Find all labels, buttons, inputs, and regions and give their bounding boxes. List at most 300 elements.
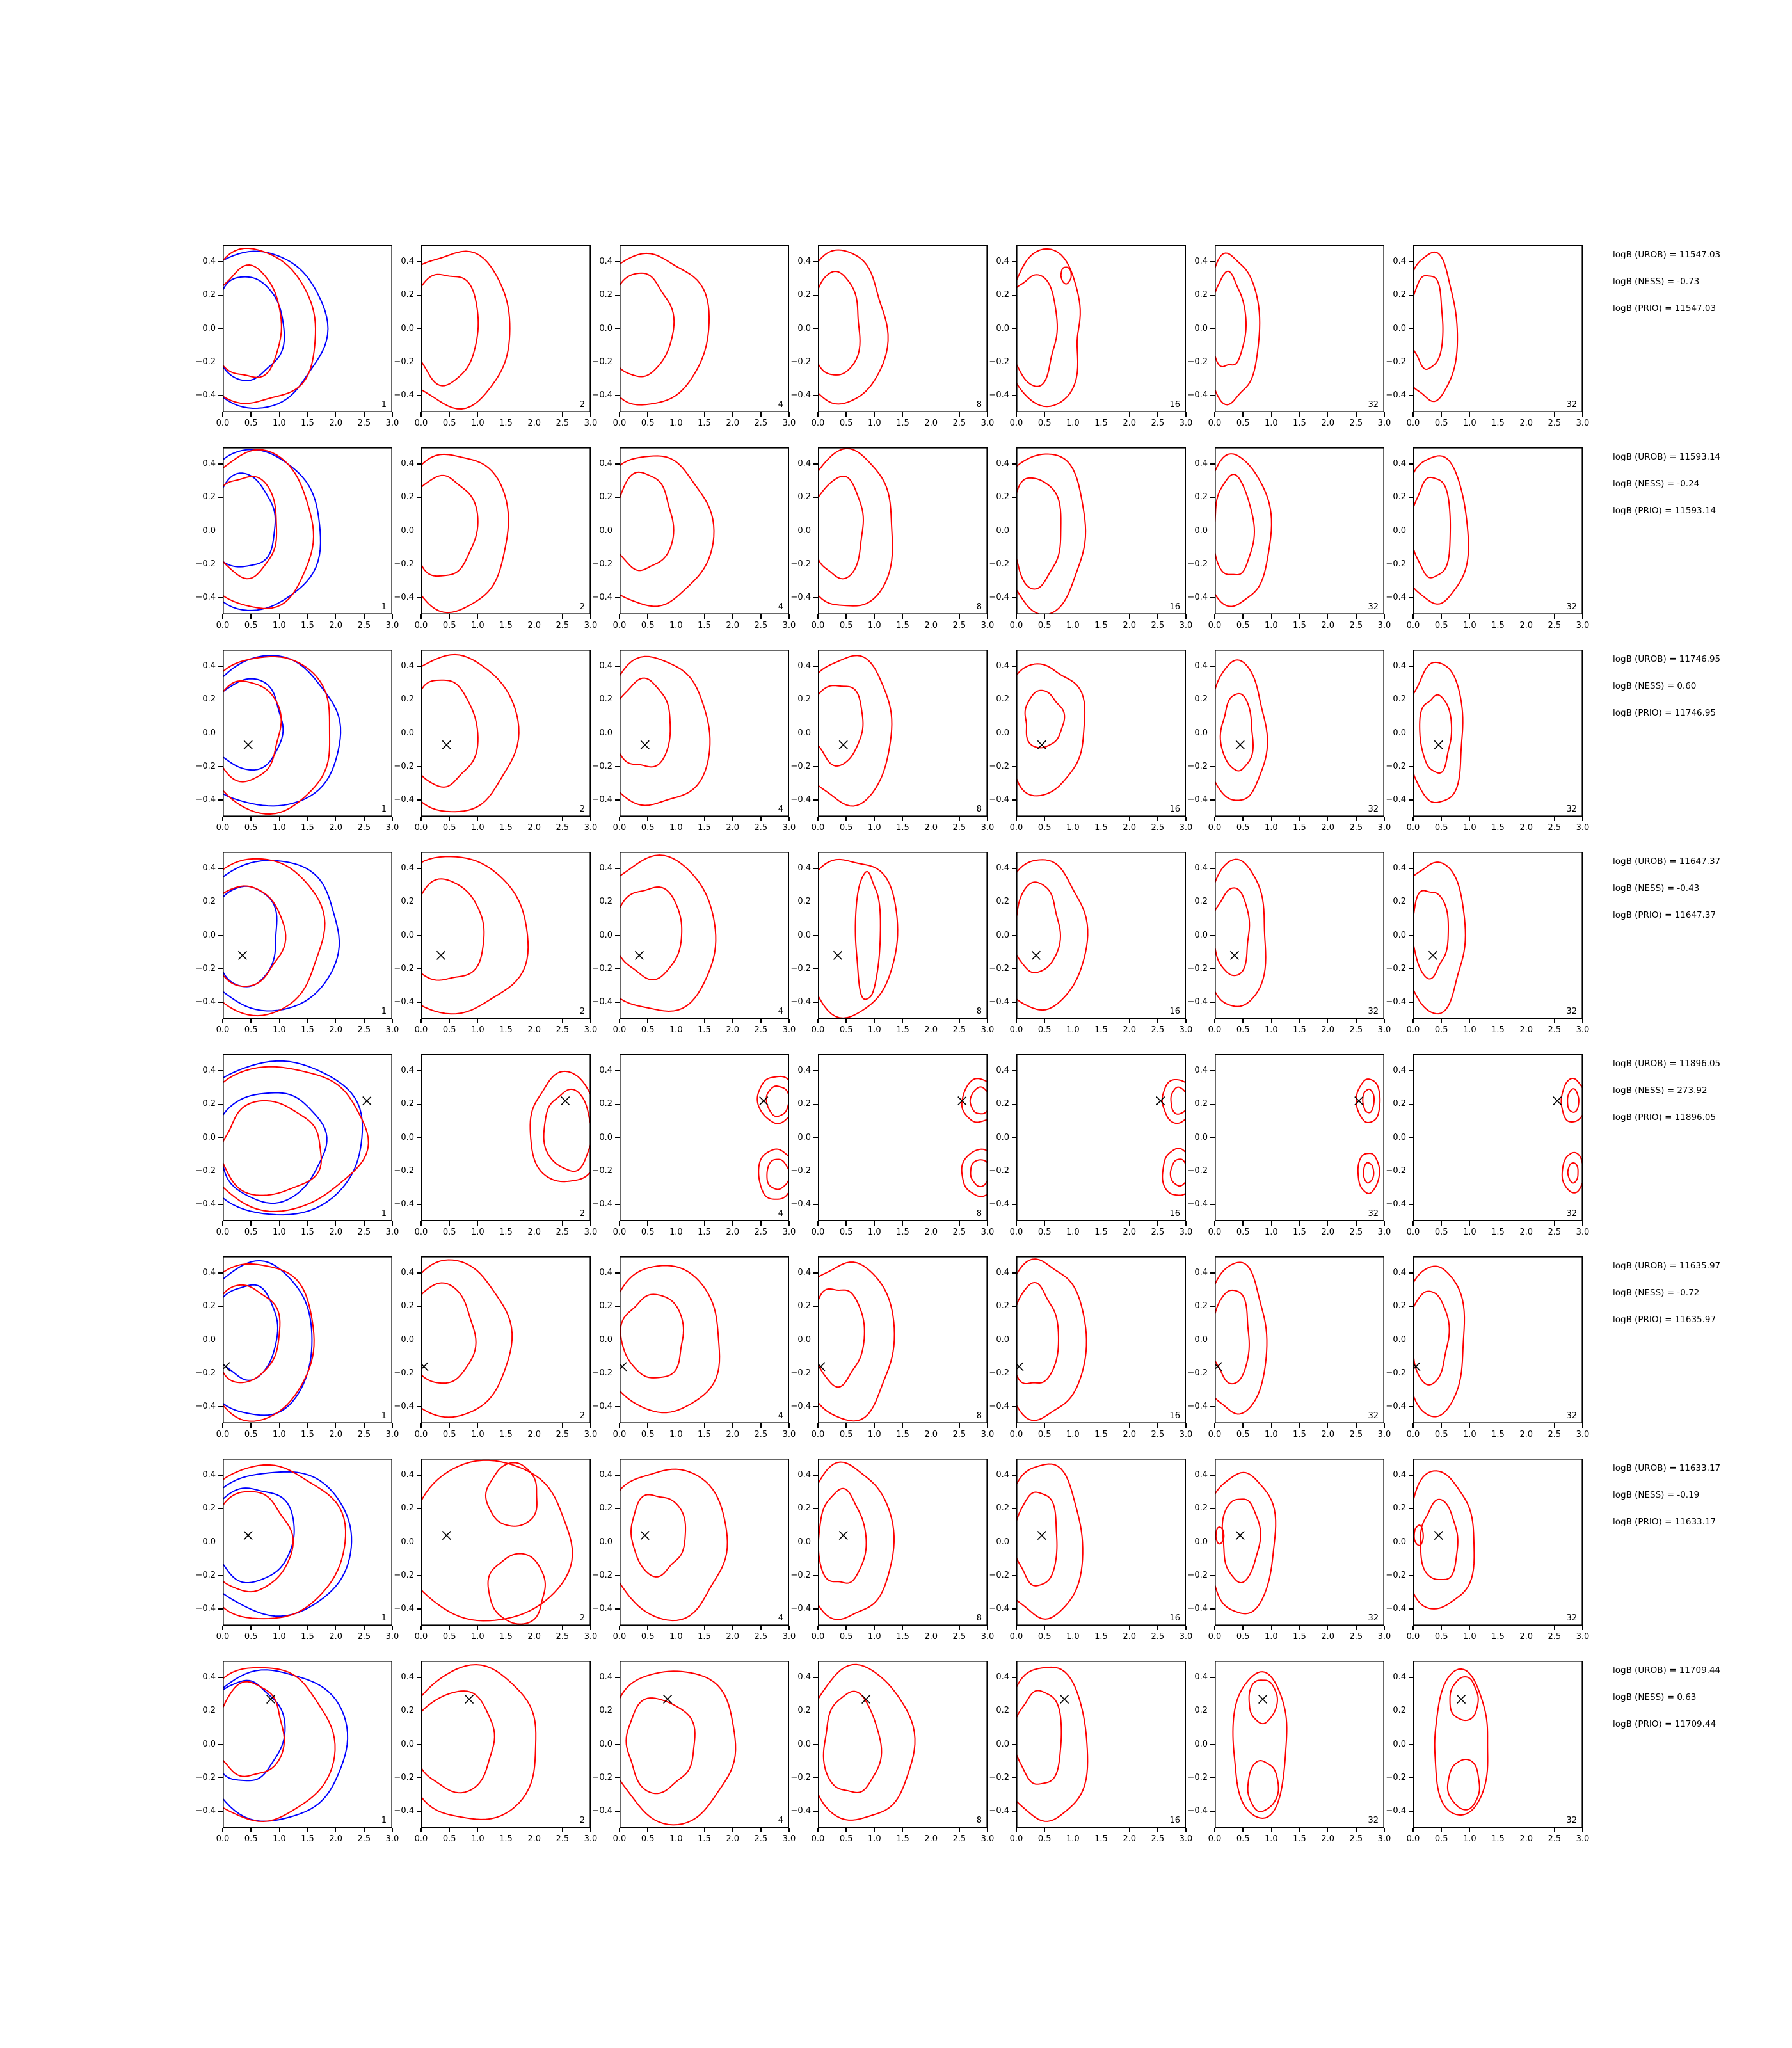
y-tick-label: 0.0: [599, 728, 612, 738]
y-tick-label: 0.2: [996, 1301, 1009, 1311]
y-tick-mark: [1210, 1677, 1215, 1678]
y-tick-mark: [417, 531, 421, 532]
y-tick-mark: [813, 295, 818, 296]
y-tick-mark: [417, 1171, 421, 1172]
y-tick-mark: [1210, 1744, 1215, 1745]
x-marker: [1016, 1363, 1023, 1371]
x-tick-label: 0.0: [1406, 1228, 1420, 1237]
x-tick-label: 3.0: [584, 1430, 598, 1439]
y-tick-mark: [813, 1575, 818, 1576]
y-tick-label: 0.0: [797, 525, 811, 536]
contour-red: [1215, 454, 1272, 607]
x-tick-label: 1.0: [1066, 1025, 1080, 1035]
x-tick-label: 3.0: [980, 1632, 995, 1642]
x-tick-label: 3.0: [1377, 1430, 1391, 1439]
y-tick-mark: [615, 328, 620, 330]
subplot-r5c3: [620, 1054, 789, 1221]
x-tick-mark: [222, 1423, 223, 1428]
y-tick-mark: [218, 1272, 223, 1274]
y-tick-label: 0.2: [202, 694, 216, 705]
x-tick-mark: [1299, 412, 1300, 417]
x-tick-label: 0.0: [216, 823, 230, 833]
x-tick-label: 2.0: [924, 419, 938, 428]
x-tick-label: 0.5: [839, 1632, 853, 1642]
x-tick-label: 0.5: [1037, 1632, 1052, 1642]
x-tick-mark: [1498, 412, 1499, 417]
y-tick-mark: [1012, 1070, 1016, 1071]
x-tick-label: 1.5: [1293, 823, 1306, 833]
x-tick-label: 0.5: [244, 621, 258, 630]
y-tick-label: −0.4: [1386, 794, 1406, 804]
y-tick-label: 0.0: [202, 525, 216, 536]
x-tick-label: 3.0: [385, 419, 399, 428]
y-tick-mark: [813, 1711, 818, 1712]
y-tick-mark: [615, 1340, 620, 1341]
logb-annotation: logB (NESS) = -0.73: [1613, 276, 1700, 287]
x-tick-label: 0.5: [641, 1834, 655, 1844]
x-tick-mark: [250, 1626, 252, 1630]
particle-count-label: 32: [1566, 1613, 1577, 1623]
x-marker: [465, 1695, 474, 1704]
particle-count-label: 32: [1368, 1007, 1379, 1016]
y-tick-mark: [218, 463, 223, 465]
x-tick-label: 1.0: [272, 1228, 286, 1237]
x-tick-mark: [959, 412, 960, 417]
y-tick-mark: [615, 1677, 620, 1678]
x-tick-mark: [506, 1626, 507, 1630]
x-tick-mark: [845, 1626, 847, 1630]
axes-spines: [1017, 246, 1185, 412]
x-tick-mark: [760, 1221, 762, 1226]
axes-area: [1413, 1459, 1583, 1626]
x-tick-mark: [1384, 1626, 1385, 1630]
contour-red: [620, 1469, 728, 1620]
y-tick-mark: [417, 564, 421, 565]
x-tick-label: 1.5: [896, 1025, 909, 1035]
y-tick-mark: [1409, 1575, 1413, 1576]
x-tick-label: 0.5: [641, 621, 655, 630]
y-tick-mark: [218, 564, 223, 565]
particle-count-label: 1: [381, 1209, 387, 1219]
x-tick-mark: [817, 1626, 819, 1630]
axes-spines: [223, 650, 392, 816]
x-tick-label: 3.0: [1179, 823, 1193, 833]
y-tick-label: −0.4: [195, 1401, 216, 1411]
x-tick-label: 0.5: [1037, 1228, 1052, 1237]
y-tick-label: 0.4: [1194, 1066, 1208, 1076]
subplot-r8c3: [620, 1661, 789, 1828]
x-tick-label: 2.5: [1548, 1025, 1562, 1035]
axes-spines: [1215, 852, 1384, 1018]
x-marker: [1428, 951, 1437, 959]
x-tick-label: 3.0: [1576, 823, 1590, 833]
x-tick-label: 2.5: [1349, 419, 1363, 428]
contour-red: [621, 1294, 684, 1378]
x-tick-mark: [335, 1423, 337, 1428]
x-tick-label: 1.0: [867, 419, 881, 428]
contour-red: [620, 1671, 735, 1825]
x-tick-mark: [279, 1019, 280, 1023]
x-tick-label: 3.0: [1377, 1025, 1391, 1035]
x-marker: [1457, 1695, 1466, 1704]
x-tick-mark: [1299, 614, 1300, 619]
x-tick-mark: [1157, 614, 1158, 619]
particle-count-label: 4: [778, 1411, 783, 1421]
x-tick-label: 1.5: [1293, 1430, 1306, 1439]
x-tick-mark: [1582, 1221, 1583, 1226]
x-tick-label: 0.0: [414, 419, 428, 428]
contour-red: [223, 859, 325, 1016]
y-tick-label: −0.4: [790, 794, 811, 804]
y-tick-mark: [813, 1744, 818, 1745]
y-tick-label: 0.2: [599, 1706, 612, 1716]
x-tick-label: 0.0: [216, 1632, 230, 1642]
x-tick-mark: [1356, 1828, 1357, 1832]
x-tick-label: 2.0: [726, 1228, 739, 1237]
x-tick-mark: [222, 1828, 223, 1832]
x-tick-mark: [1498, 614, 1499, 619]
x-tick-mark: [1044, 1828, 1045, 1832]
x-tick-mark: [1157, 1626, 1158, 1630]
x-tick-mark: [1185, 1423, 1187, 1428]
x-tick-label: 0.0: [1009, 419, 1023, 428]
x-tick-label: 0.5: [1037, 419, 1052, 428]
y-tick-label: 0.2: [599, 1099, 612, 1109]
x-tick-label: 1.0: [470, 1025, 484, 1035]
x-tick-mark: [732, 614, 733, 619]
y-tick-mark: [218, 1711, 223, 1712]
particle-count-label: 32: [1368, 602, 1379, 612]
particle-count-label: 32: [1368, 1613, 1379, 1623]
x-tick-mark: [392, 817, 393, 821]
contour-red: [1448, 1759, 1480, 1810]
x-tick-mark: [279, 817, 280, 821]
y-tick-label: 0.2: [797, 1503, 811, 1514]
logb-annotation: logB (NESS) = -0.24: [1613, 479, 1700, 489]
contour-red: [1215, 860, 1266, 1007]
axes-spines: [422, 852, 590, 1018]
y-tick-label: 0.0: [797, 1132, 811, 1142]
y-tick-mark: [1012, 362, 1016, 363]
contour-blue: [223, 655, 340, 806]
x-tick-label: 1.5: [301, 823, 314, 833]
x-tick-label: 2.0: [527, 1834, 541, 1844]
x-tick-mark: [732, 1626, 733, 1630]
y-tick-label: −0.4: [592, 1199, 612, 1209]
x-marker: [244, 1532, 252, 1540]
particle-count-label: 8: [976, 1816, 982, 1825]
x-tick-mark: [1441, 412, 1442, 417]
x-tick-mark: [1185, 1221, 1187, 1226]
y-tick-label: 0.2: [401, 290, 414, 300]
contour-red: [1215, 660, 1267, 800]
x-tick-mark: [647, 1828, 648, 1832]
x-tick-mark: [364, 614, 365, 619]
particle-count-label: 4: [778, 400, 783, 410]
x-marker: [839, 740, 847, 749]
x-tick-label: 0.0: [612, 1632, 627, 1642]
y-tick-mark: [1409, 733, 1413, 734]
y-tick-label: 0.2: [797, 1099, 811, 1109]
x-tick-mark: [364, 1828, 365, 1832]
y-tick-label: 0.4: [996, 863, 1009, 874]
subplot-r1c1: [223, 245, 392, 412]
contour-red: [223, 1101, 321, 1196]
x-tick-mark: [676, 1423, 677, 1428]
contour-red: [1562, 1153, 1583, 1193]
x-marker: [641, 1532, 649, 1540]
x-tick-mark: [647, 1423, 648, 1428]
x-tick-mark: [562, 1626, 563, 1630]
y-tick-mark: [1409, 1373, 1413, 1374]
y-tick-mark: [1012, 1406, 1016, 1407]
y-tick-mark: [813, 597, 818, 598]
contour-red: [421, 680, 478, 787]
y-tick-label: −0.4: [592, 794, 612, 804]
x-tick-label: 0.5: [1434, 621, 1448, 630]
contour-red: [1215, 1290, 1249, 1384]
x-tick-label: 3.0: [1377, 1632, 1391, 1642]
x-tick-label: 1.5: [698, 1430, 711, 1439]
y-tick-mark: [1012, 1508, 1016, 1510]
y-tick-mark: [813, 1002, 818, 1003]
subplot-r2c2: [421, 447, 591, 614]
y-tick-mark: [417, 1070, 421, 1071]
x-tick-label: 2.0: [726, 1632, 739, 1642]
subplot-r7c4: [818, 1459, 988, 1626]
y-tick-mark: [1409, 497, 1413, 499]
y-tick-label: −0.4: [394, 794, 414, 804]
x-tick-label: 1.0: [272, 419, 286, 428]
x-tick-label: 2.0: [1123, 1632, 1136, 1642]
x-tick-label: 0.5: [1236, 1025, 1250, 1035]
x-tick-label: 1.0: [1066, 1834, 1080, 1844]
y-tick-mark: [417, 1340, 421, 1341]
y-tick-label: −0.4: [989, 1401, 1009, 1411]
axes-spines: [819, 1661, 987, 1827]
x-tick-mark: [1412, 412, 1414, 417]
x-tick-mark: [1356, 1423, 1357, 1428]
x-tick-label: 1.5: [1491, 1834, 1505, 1844]
axes-spines: [1414, 1257, 1582, 1423]
y-tick-label: −0.4: [394, 996, 414, 1007]
contour-red: [421, 1691, 495, 1793]
axes-area: [1016, 650, 1186, 817]
contour-red: [1016, 1492, 1057, 1586]
y-tick-mark: [417, 1811, 421, 1812]
x-tick-mark: [1129, 817, 1130, 821]
x-tick-label: 2.0: [1321, 1632, 1334, 1642]
x-tick-mark: [647, 412, 648, 417]
x-tick-label: 0.0: [612, 1430, 627, 1439]
x-tick-mark: [1101, 1626, 1102, 1630]
x-tick-label: 2.5: [1151, 1430, 1165, 1439]
x-tick-label: 3.0: [385, 1430, 399, 1439]
particle-count-label: 32: [1368, 1411, 1379, 1421]
y-tick-label: 0.4: [202, 863, 216, 874]
particle-count-label: 2: [579, 400, 585, 410]
y-tick-mark: [1409, 1744, 1413, 1745]
y-tick-mark: [615, 597, 620, 598]
particle-count-label: 1: [381, 1411, 387, 1421]
x-tick-label: 1.5: [301, 419, 314, 428]
x-tick-label: 0.0: [1208, 1228, 1222, 1237]
x-tick-label: 1.0: [1264, 1025, 1278, 1035]
x-tick-mark: [449, 817, 450, 821]
axes-area: [818, 650, 988, 817]
x-tick-label: 0.5: [442, 1834, 456, 1844]
x-tick-mark: [1214, 614, 1215, 619]
y-tick-mark: [615, 1711, 620, 1712]
y-tick-label: −0.2: [989, 356, 1009, 367]
y-tick-mark: [615, 1373, 620, 1374]
x-tick-label: 2.5: [1548, 1430, 1562, 1439]
y-tick-mark: [218, 700, 223, 701]
y-tick-mark: [1210, 1306, 1215, 1308]
axes-spines: [1215, 246, 1384, 412]
y-tick-mark: [1012, 1777, 1016, 1779]
x-tick-label: 3.0: [1377, 823, 1391, 833]
x-tick-mark: [392, 1626, 393, 1630]
y-tick-label: 0.4: [599, 459, 612, 469]
y-tick-label: 0.0: [1194, 1739, 1208, 1749]
y-tick-mark: [1012, 1171, 1016, 1172]
subplot-r1c4: [818, 245, 988, 412]
x-tick-mark: [647, 1626, 648, 1630]
x-tick-label: 1.0: [272, 621, 286, 630]
x-tick-label: 0.0: [414, 1632, 428, 1642]
x-tick-mark: [449, 1828, 450, 1832]
x-tick-mark: [562, 1019, 563, 1023]
particle-count-label: 32: [1368, 400, 1379, 410]
contour-red: [1233, 1672, 1286, 1818]
y-tick-mark: [1409, 1002, 1413, 1003]
x-tick-mark: [250, 817, 252, 821]
x-tick-label: 2.5: [754, 1228, 768, 1237]
y-tick-mark: [1210, 1137, 1215, 1139]
x-tick-label: 1.0: [272, 1430, 286, 1439]
x-tick-label: 3.0: [782, 419, 796, 428]
x-tick-mark: [1242, 817, 1244, 821]
x-tick-label: 1.0: [669, 419, 683, 428]
x-tick-mark: [619, 614, 620, 619]
particle-count-label: 1: [381, 1007, 387, 1016]
x-tick-mark: [1498, 1828, 1499, 1832]
x-tick-label: 1.0: [669, 1228, 683, 1237]
x-tick-mark: [1242, 1019, 1244, 1023]
y-tick-label: −0.4: [394, 390, 414, 400]
x-tick-mark: [1582, 412, 1583, 417]
contour-red: [818, 685, 863, 766]
x-tick-mark: [1498, 1423, 1499, 1428]
x-tick-label: 1.5: [301, 1632, 314, 1642]
y-tick-mark: [417, 766, 421, 767]
x-tick-mark: [1271, 1626, 1272, 1630]
y-tick-label: −0.2: [790, 1570, 811, 1580]
y-tick-label: 0.4: [401, 1066, 414, 1076]
y-tick-label: −0.4: [790, 592, 811, 602]
axes-spines: [1414, 1459, 1582, 1625]
y-tick-label: 0.0: [797, 728, 811, 738]
x-tick-mark: [307, 412, 308, 417]
y-tick-mark: [1012, 666, 1016, 667]
contour-red: [1363, 1089, 1374, 1113]
y-tick-label: 0.4: [202, 459, 216, 469]
y-tick-label: 0.0: [996, 323, 1009, 333]
x-tick-label: 0.5: [1236, 419, 1250, 428]
y-tick-label: −0.2: [1386, 761, 1406, 771]
y-tick-label: −0.2: [195, 1570, 216, 1580]
x-tick-label: 2.0: [726, 823, 739, 833]
x-tick-mark: [420, 1828, 422, 1832]
x-tick-mark: [1271, 1221, 1272, 1226]
y-tick-mark: [813, 1204, 818, 1205]
x-tick-mark: [959, 817, 960, 821]
y-tick-mark: [1409, 395, 1413, 396]
y-tick-mark: [417, 1373, 421, 1374]
y-tick-label: −0.2: [790, 559, 811, 569]
y-tick-mark: [813, 531, 818, 532]
contour-red: [223, 657, 330, 814]
y-tick-mark: [218, 1575, 223, 1576]
contour-red: [1363, 1163, 1373, 1183]
y-tick-mark: [615, 362, 620, 363]
y-tick-mark: [1409, 1777, 1413, 1779]
subplot-r5c2: [421, 1054, 591, 1221]
y-tick-mark: [1012, 261, 1016, 262]
x-tick-mark: [1016, 412, 1017, 417]
x-tick-label: 2.5: [357, 1228, 371, 1237]
y-tick-label: 0.2: [401, 1706, 414, 1716]
x-tick-mark: [1214, 1019, 1215, 1023]
x-tick-mark: [788, 412, 790, 417]
x-tick-mark: [590, 412, 591, 417]
axes-spines: [1215, 650, 1384, 816]
axes-area: [421, 1054, 591, 1221]
y-tick-label: −0.4: [1386, 1805, 1406, 1816]
subplot-r5c6: [1215, 1054, 1384, 1221]
y-tick-label: −0.4: [989, 390, 1009, 400]
y-tick-mark: [1012, 1002, 1016, 1003]
x-tick-mark: [619, 817, 620, 821]
y-tick-label: −0.4: [1386, 1401, 1406, 1411]
y-tick-mark: [615, 666, 620, 667]
logb-annotation: logB (PRIO) = 11746.95: [1613, 708, 1716, 718]
y-tick-label: −0.2: [790, 963, 811, 973]
y-tick-mark: [813, 1104, 818, 1105]
y-tick-label: 0.2: [202, 897, 216, 907]
x-tick-label: 2.0: [1519, 1025, 1533, 1035]
x-tick-mark: [1412, 1828, 1414, 1832]
x-tick-label: 0.5: [244, 823, 258, 833]
x-tick-label: 2.5: [357, 419, 371, 428]
y-tick-mark: [417, 1575, 421, 1576]
x-tick-mark: [931, 1221, 932, 1226]
y-tick-label: 0.4: [599, 863, 612, 874]
x-tick-mark: [817, 1221, 819, 1226]
x-tick-label: 1.5: [1491, 1228, 1505, 1237]
x-tick-mark: [506, 1019, 507, 1023]
x-tick-mark: [1157, 817, 1158, 821]
axes-area: [1215, 650, 1384, 817]
x-tick-label: 3.0: [584, 1632, 598, 1642]
y-tick-mark: [1210, 1171, 1215, 1172]
y-tick-label: −0.2: [394, 1165, 414, 1176]
x-tick-mark: [1214, 1221, 1215, 1226]
y-tick-label: 0.0: [797, 1537, 811, 1547]
x-tick-mark: [307, 1019, 308, 1023]
x-tick-mark: [279, 1828, 280, 1832]
